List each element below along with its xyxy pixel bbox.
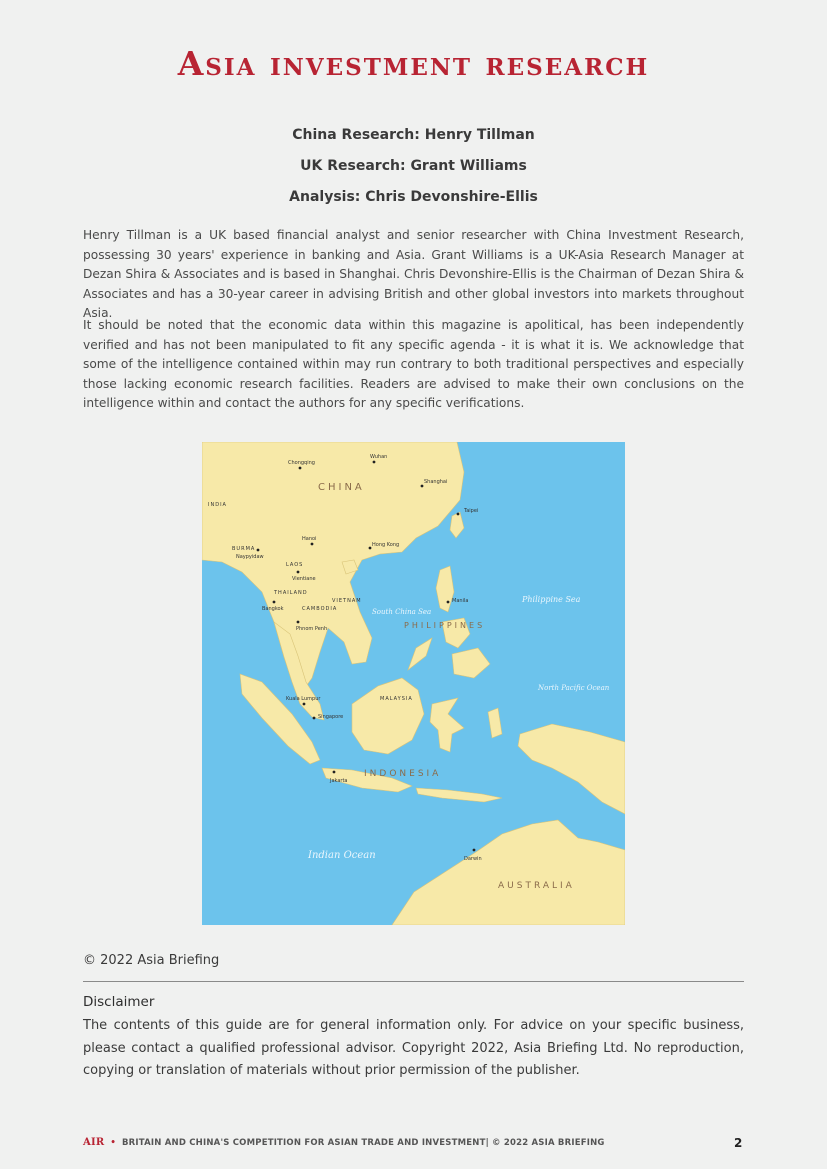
southeast-asia-map [202,442,625,925]
map-label-south-china-sea: South China Sea [372,608,432,616]
map-label-north-pacific-ocean: North Pacific Ocean [538,684,610,692]
map-city-hanoi: Hanoi [302,536,317,542]
page-title: Asia investment research [177,44,650,83]
map-label-cambodia: CAMBODIA [302,606,338,612]
map-label-australia: AUSTRALIA [498,881,575,891]
credit-analysis: Analysis: Chris Devonshire-Ellis [289,189,538,205]
map-city-manila: Manila [452,598,469,604]
page-number: 2 [734,1136,743,1150]
divider [83,981,744,982]
disclaimer-heading: Disclaimer [83,994,155,1010]
map-city-bangkok: Bangkok [262,606,284,612]
data-notice-paragraph: It should be noted that the economic data within this magazine is apolitical, has been independently verified and has not been manipulated to fit any specific agenda - it is what it is. We acknowledge that some of the intelligence contained within may run contrary to both traditional perspectives and especially those lacking economic research facilities. Readers are advised to make their own conclusions on the intelligence within and contact the authors for any specific verifications. [83,318,744,410]
footer-separator: • [110,1138,116,1148]
map-city-hong-kong: Hong Kong [372,542,400,548]
map-label-philippines: PHILIPPINES [404,621,486,630]
map-label-thailand: THAILAND [274,590,308,596]
credit-uk-research: UK Research: Grant Williams [300,158,527,174]
credits [83,120,744,213]
map-label-burma: BURMA [232,546,256,552]
author-bio-paragraph: Henry Tillman is a UK based financial analyst and senior researcher with China Investment Research, possessing 30 years' experience in banking and Asia. Grant Williams is a UK-Asia Research Manager at Dezan Shira & Associates and is based in Shanghai. Chris Devonshire-Ellis is the Chairman of Dezan Shira & Associates and has a 30-year career in advising British and other global investors into markets throughout Asia. [83,228,744,320]
footer-text: BRITAIN AND CHINA'S COMPETITION FOR ASIAN TRADE AND INVESTMENT| © 2022 ASIA BRIEFING [122,1138,605,1148]
map-city-phnom-penh: Phnom Penh [296,626,328,632]
map-label-malaysia: MALAYSIA [380,696,413,702]
map-label-laos: LAOS [286,562,304,568]
map-label-india: INDIA [208,502,227,508]
map-label-philippine-sea: Philippine Sea [522,595,581,604]
map-graphic [202,442,625,925]
map-city-wuhan: Wuhan [370,454,388,460]
footer-brand: AIR [83,1137,105,1148]
copyright-notice: © 2022 Asia Briefing [83,953,220,968]
map-label-indonesia: INDONESIA [364,769,442,779]
map-city-naypyidaw: Naypyidaw [236,554,264,560]
map-city-kuala-lumpur: Kuala Lumpur [286,696,321,702]
map-city-jakarta: Jakarta [330,778,348,784]
map-city-taipei: Taipei [464,508,479,514]
map-label-china: CHINA [318,482,365,493]
map-city-shanghai: Shanghai [424,479,448,485]
map-label-indian-ocean: Indian Ocean [308,850,376,861]
map-city-chongqing: Chongqing [288,460,315,466]
map-city-darwin: Darwin [464,856,482,862]
map-label-vietnam: VIETNAM [332,598,362,604]
map-city-vientiane: Vientiane [292,576,316,582]
disclaimer-body: The contents of this guide are for general information only. For advice on your specific business, please contact a qualified professional advisor. Copyright 2022, Asia Briefing Ltd. No reproduction, copying or translation of materials without prior permission of the publisher. [83,1018,744,1078]
map-city-singapore: Singapore [318,714,344,720]
credit-china-research: China Research: Henry Tillman [292,127,535,143]
page-footer [83,1137,744,1148]
